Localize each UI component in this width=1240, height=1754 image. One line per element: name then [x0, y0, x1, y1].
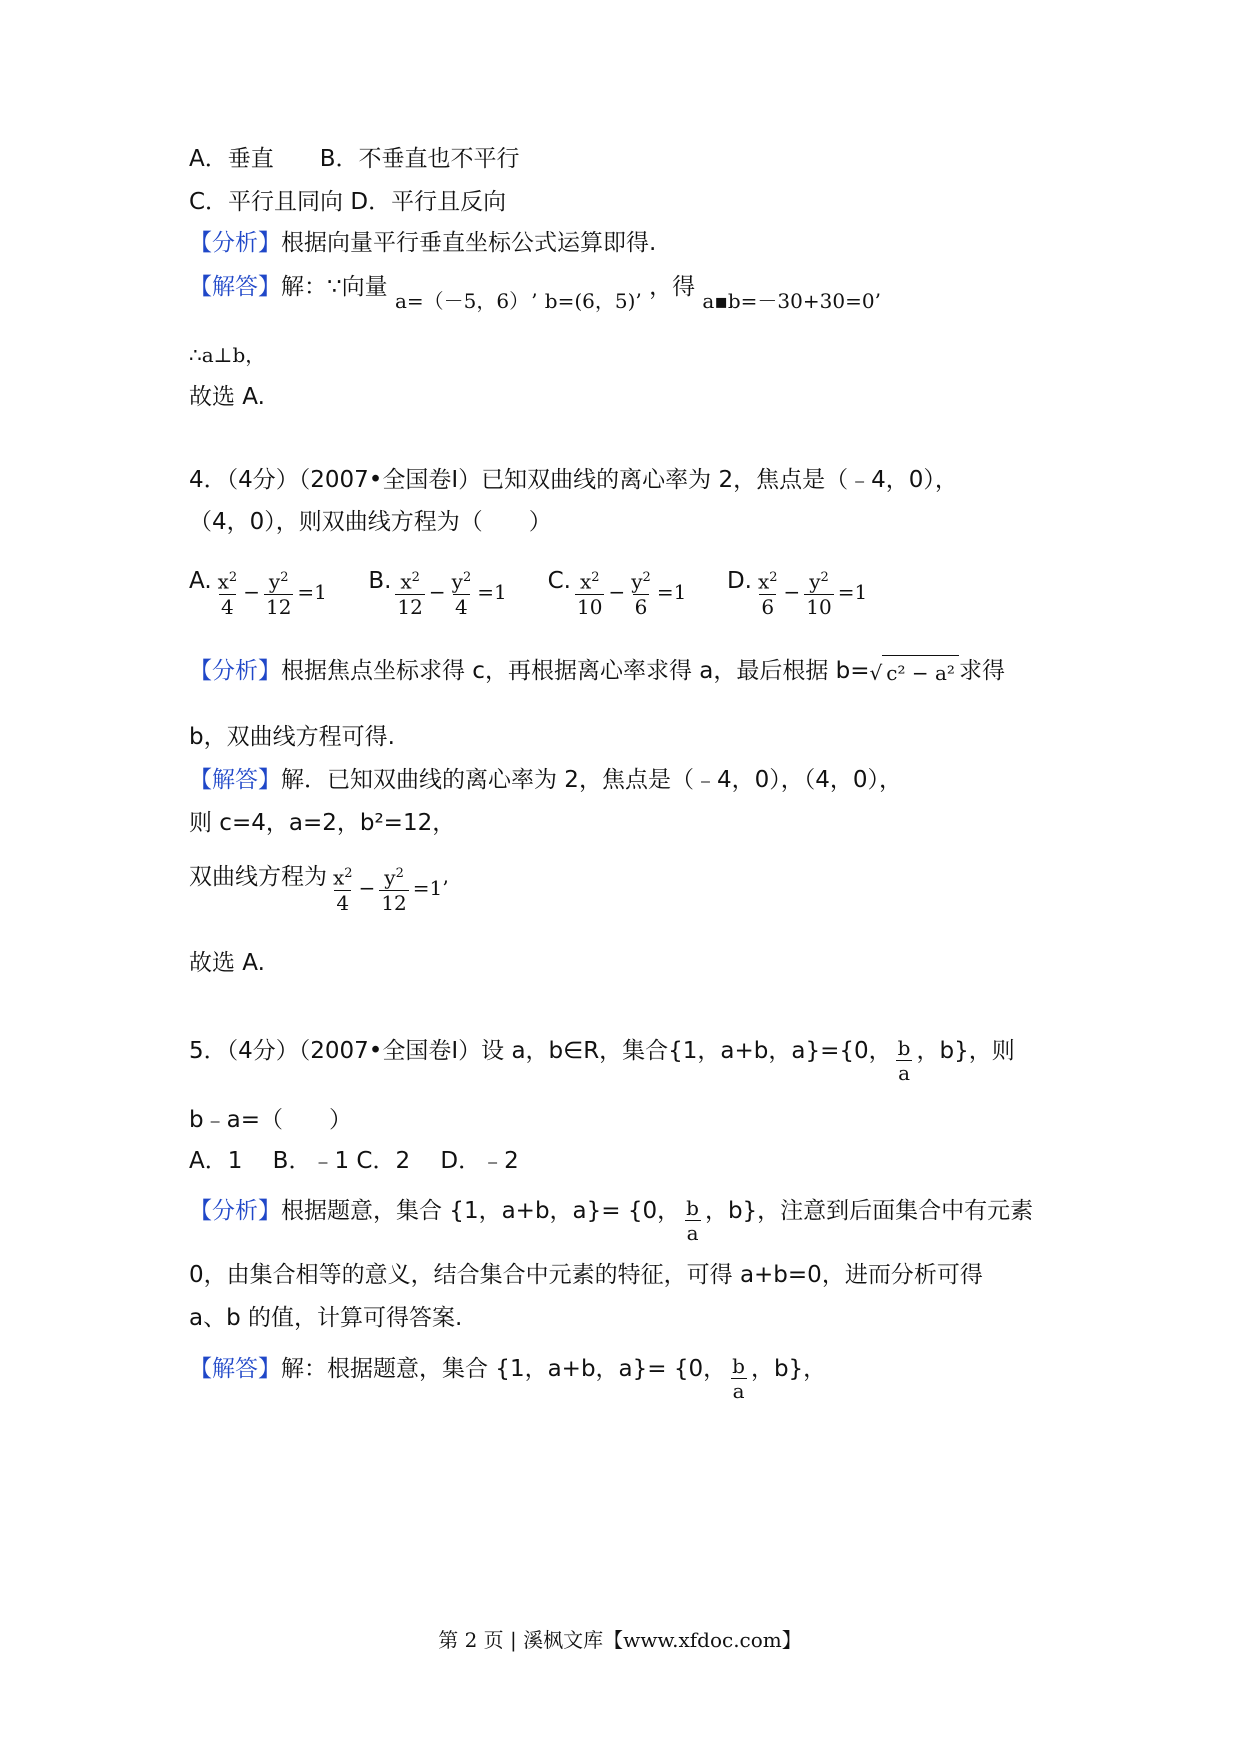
- q5-analysis: 【分析】根据题意，集合 {1，a+b，a}= {0， $\frac{b}{a}$ ，b}，注意到后面集合中有元素: [189, 1196, 1034, 1245]
- y-fraction: $\frac{y^2}{6}$: [631, 569, 651, 619]
- q4-stem-line1: 4．（4分）（2007•全国卷Ⅰ）已知双曲线的离心率为 2，焦点是（﹣4，0），: [189, 467, 958, 493]
- q3-options-cd: C．平行且同向 D．平行且反向: [189, 189, 507, 215]
- q4-option-c: C. $\frac{x^2}{10}$ − $\frac{y^2}{6}$ =1: [547, 568, 687, 619]
- q3-conclusion: 故选 A.: [189, 384, 265, 410]
- x-fraction: $\frac{x^2}{4}$: [333, 865, 353, 915]
- y-fraction: $\frac{y^2}{12}$: [381, 865, 407, 915]
- solution-get: ，得: [649, 274, 696, 300]
- solution-tag: 【解答】: [189, 767, 281, 793]
- x-fraction: $\frac{x^2}{10}$: [577, 569, 603, 619]
- q5-solution: 【解答】解：根据题意，集合 {1，a+b，a}= {0， $\frac{b}{a}$ ，b}，: [189, 1354, 827, 1403]
- q4-analysis: 【分析】根据焦点坐标求得 c，再根据离心率求得 a，最后根据 b=√ c² − a² 求得: [189, 655, 1005, 688]
- analysis-text: 根据焦点坐标求得 c，再根据离心率求得 a，最后根据 b=: [281, 658, 870, 684]
- solution-tag: 【解答】: [189, 1356, 281, 1382]
- q4-analysis-line2: b，双曲线方程可得.: [189, 724, 395, 750]
- x-fraction: $\frac{x^2}{6}$: [757, 569, 778, 619]
- b-over-a-fraction: $\frac{b}{a}$: [897, 1036, 911, 1085]
- sqrt-expression: √ c² − a²: [870, 655, 959, 688]
- y-fraction: $\frac{y^2}{12}$: [265, 569, 292, 619]
- q3-analysis: [189, 228, 656, 258]
- solution-text: 解．已知双曲线的离心率为 2，焦点是（﹣4，0），（4，0），: [281, 767, 902, 793]
- q4-stem-line2: （4，0），则双曲线方程为（ ）: [189, 509, 552, 535]
- q4-solution-line2: 则 c=4，a=2，b²=12，: [189, 810, 456, 836]
- q4-option-b: B. $\frac{x^2}{12}$ − $\frac{y^2}{4}$ =1: [368, 568, 507, 619]
- q5-analysis-line3: a、b 的值，计算可得答案.: [189, 1305, 463, 1331]
- q4-options: [189, 566, 899, 626]
- y-fraction: $\frac{y^2}{10}$: [806, 569, 832, 619]
- dot-product-expr: a▪b=－30+30=0: [702, 289, 875, 313]
- q4-solution-equation: 双曲线方程为 $\frac{x^2}{4}$ − $\frac{y^2}{12}$ =1’: [189, 864, 449, 915]
- b-over-a-fraction: $\frac{b}{a}$: [732, 1354, 745, 1403]
- q5-stem-line2: b﹣a=（ ）: [189, 1107, 352, 1133]
- q3-perpendicular: ∴a⊥b，: [189, 343, 266, 367]
- q5-options: A．1 B．﹣1 C．2 D．﹣2: [189, 1148, 519, 1174]
- solution-prefix: 解：∵向量: [281, 274, 388, 300]
- analysis-tag: 【分析】: [189, 1198, 281, 1224]
- solution-tag: 【解答】: [189, 274, 281, 300]
- q5-stem-line1: 5．（4分）（2007•全国卷Ⅰ）设 a，b∈R，集合{1，a+b，a}={0， $\frac{b}{a}$ ，b}，则: [189, 1036, 1015, 1085]
- vector-b-expr: b=(6，5): [544, 289, 636, 313]
- x-fraction: $\frac{x^2}{4}$: [217, 569, 238, 619]
- analysis-tag: 【分析】: [189, 230, 281, 256]
- q4-solution: [189, 765, 902, 795]
- y-fraction: $\frac{y^2}{4}$: [451, 569, 472, 619]
- q3-options-ab: A．垂直 B．不垂直也不平行: [189, 146, 520, 172]
- analysis-tag: 【分析】: [189, 658, 281, 684]
- vector-a-expr: a=（－5，6）: [394, 289, 530, 313]
- b-over-a-fraction: $\frac{b}{a}$: [686, 1196, 699, 1245]
- q5-analysis-line2: 0，由集合相等的意义，结合集合中元素的特征，可得 a+b=0，进而分析可得: [189, 1262, 983, 1288]
- q4-option-d: D. $\frac{x^2}{6}$ − $\frac{y^2}{10}$ =1: [726, 568, 868, 619]
- analysis-text: 根据向量平行垂直坐标公式运算即得.: [281, 230, 657, 256]
- q4-option-a: A. $\frac{x^2}{4}$ − $\frac{y^2}{12}$ =1: [189, 568, 327, 619]
- q3-solution: 【解答】解：∵向量 a=（－5，6） ’ b=(6，5)’ ，得 a▪b=－30+30=0’: [189, 272, 881, 302]
- x-fraction: $\frac{x^2}{12}$: [397, 569, 423, 619]
- page-footer: 第 2 页 | 溪枫文库【www.xfdoc.com】: [438, 1628, 802, 1652]
- q4-conclusion: 故选 A.: [189, 950, 265, 976]
